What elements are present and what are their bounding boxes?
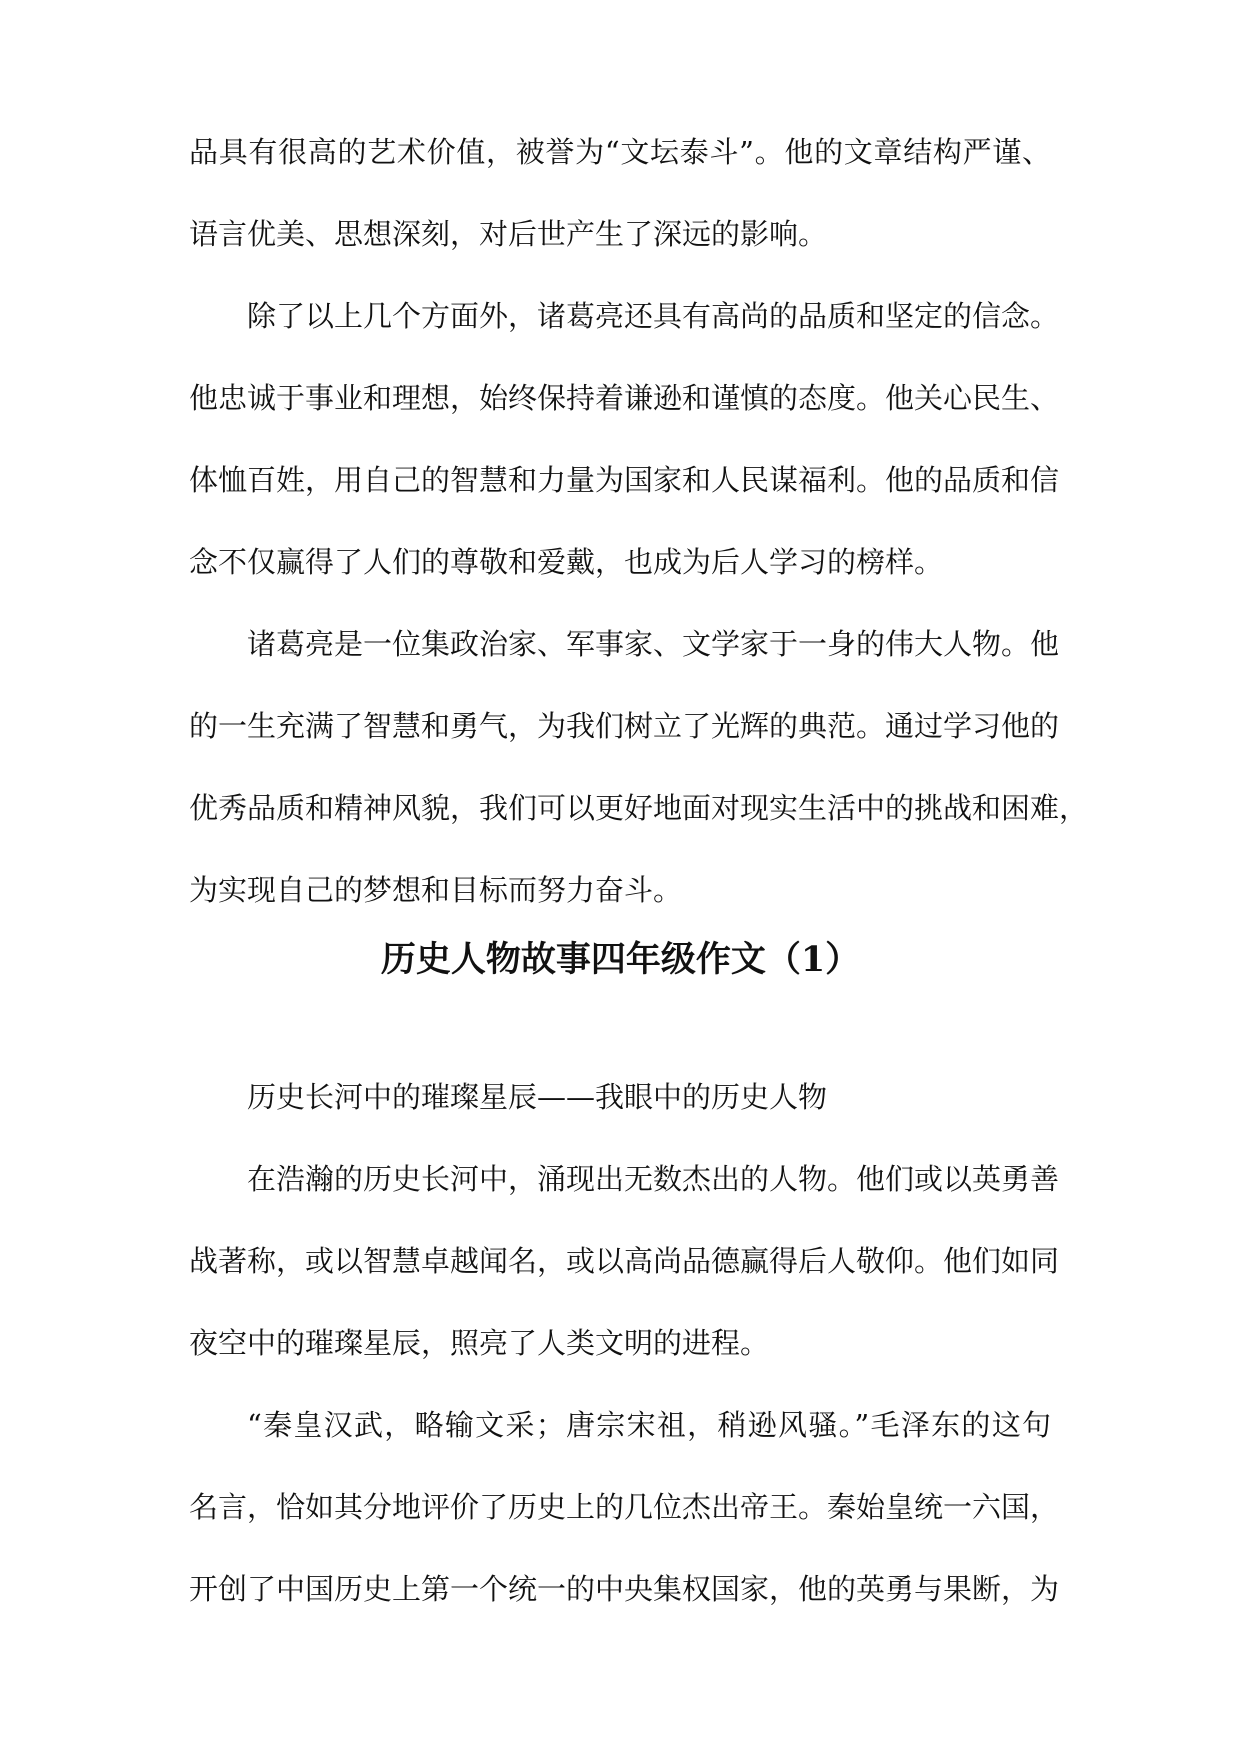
text-line: 念不仅赢得了人们的尊敬和爱戴，也成为后人学习的榜样。	[189, 545, 944, 579]
text-line: 为实现自己的梦想和目标而努力奋斗。	[189, 873, 683, 907]
text-line: 夜空中的璀璨星辰，照亮了人类文明的进程。	[189, 1326, 770, 1360]
text-line: 战著称，或以智慧卓越闻名，或以高尚品德赢得后人敬仰。他们如同	[189, 1244, 1060, 1278]
text-line: 体恤百姓，用自己的智慧和力量为国家和人民谋福利。他的品质和信	[189, 463, 1060, 497]
text-line: 他忠诚于事业和理想，始终保持着谦逊和谨慎的态度。他关心民生、	[189, 381, 1060, 415]
text-line: 的一生充满了智慧和勇气，为我们树立了光辉的典范。通过学习他的	[189, 709, 1060, 743]
text-line: 品具有很高的艺术价值，被誉为“文坛泰斗”。他的文章结构严谨、	[189, 135, 1051, 169]
essay-body-continued	[189, 111, 1089, 931]
essay-body	[189, 1056, 1060, 1630]
text-line: 语言优美、思想深刻，对后世产生了深远的影响。	[189, 217, 828, 251]
essay-title: 历史人物故事四年级作文（1）	[380, 939, 861, 980]
text-line: 开创了中国历史上第一个统一的中央集权国家，他的英勇与果断，为	[189, 1572, 1060, 1606]
text-line: 除了以上几个方面外，诸葛亮还具有高尚的品质和坚定的信念。	[247, 299, 1060, 333]
text-line: 在浩瀚的历史长河中，涌现出无数杰出的人物。他们或以英勇善	[247, 1162, 1060, 1196]
text-line: 诸葛亮是一位集政治家、军事家、文学家于一身的伟大人物。他	[247, 627, 1060, 661]
text-line: 名言，恰如其分地评价了历史上的几位杰出帝王。秦始皇统一六国，	[189, 1490, 1060, 1524]
essay-subtitle: 历史长河中的璀璨星辰——我眼中的历史人物	[247, 1080, 828, 1114]
text-line: 优秀品质和精神风貌，我们可以更好地面对现实生活中的挑战和困难，	[189, 791, 1089, 825]
text-line: “秦皇汉武，略输文采；唐宗宋祖，稍逊风骚。”毛泽东的这句	[247, 1408, 1051, 1442]
